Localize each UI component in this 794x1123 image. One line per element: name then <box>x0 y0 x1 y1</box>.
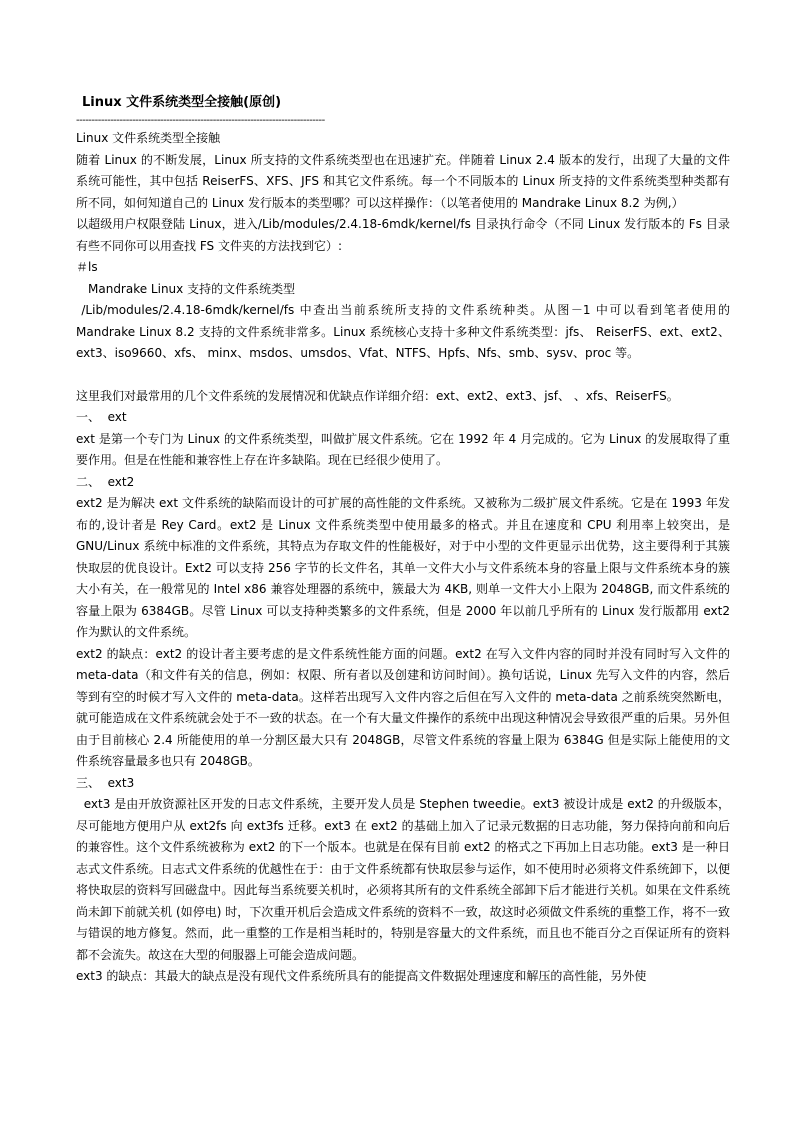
document-page <box>76 92 734 988</box>
section-heading: 三、 ext3 <box>76 775 135 790</box>
command-line: ＃ls <box>76 260 98 274</box>
separator-line: -------------------------------------------------------------------------------- <box>76 115 325 126</box>
paragraph: 这里我们对最常用的几个文件系统的发展情况和优缺点作详细介绍：ext、ext2、ext3、jsf、 、xfs、ReiserFS。 <box>76 388 679 403</box>
paragraph: ext3 是由开放资源社区开发的日志文件系统，主要开发人员是 Stephen tweedie。ext3 被设计成是 ext2 的升级版本，尽可能地方便用户从 ext2fs 向 ext3fs 迁移。ext3 在 ext2 的基础上加入了记录元数据的日志功能，努力保持向前和向后的兼容性。这个文件系统被称为 ext2 的下一个版本。也就是在保有目前 ext2 的格式之下再加上日志功能。ext3 是一种日志式文件系统。日志式文件系统的优越性在于：由于文件系统都有快取层参与运作，如不使用时必须将文件系统卸下，以便将快取层的资料写回磁盘中。因此每当系统要关机时，必须将其所有的文件系统全部卸下后才能进行关机。如果在文件系统尚未卸下前就关机 (如停电) 时，下次重开机后会造成文件系统的资料不一致，故这时必须做文件系统的重整工作，将不一致与错误的地方修复。然而，此一重整的工作是相当耗时的，特别是容量大的文件系统，而且也不能百分之百保证所有的资料都不会流失。故这在大型的伺服器上可能会造成问题。 <box>76 797 731 962</box>
paragraph: ext3 的缺点：其最大的缺点是没有现代文件系统所具有的能提高文件数据处理速度和解压的高性能，另外使 <box>76 969 647 983</box>
paragraph: 以超级用户权限登陆 Linux，进入/Lib/modules/2.4.18-6mdk/kernel/fs 目录执行命令（不同 Linux 发行版本的 Fs 目录有些不同你可以用查找 FS 文件夹的方法找到它）: <box>76 217 730 253</box>
paragraph: ext2 是为解决 ext 文件系统的缺陷而设计的可扩展的高性能的文件系统。又被称为二级扩展文件系统。它是在 1993 年发布的,设计者是 Rey Card。ext2 是 Linux 文件系统类型中使用最多的格式。并且在速度和 CPU 利用率上较突出，是 GNU/Linux 系统中标准的文件系统，其特点为存取文件的性能极好，对于中小型的文件更显示出优势，这主要得利于其簇快取层的优良设计。Ext2 可以支持 256 字节的长文件名，其单一文件大小与文件系统本身的容量上限与文件系统本身的簇大小有关，在一般常见的 Intel x86 兼容处理器的系统中，簇最大为 4KB, 则单一文件大小上限为 2048GB, 而文件系统的容量上限为 6384GB。尽管 Linux 可以支持种类繁多的文件系统，但是 2000 年以前几乎所有的 Linux 发行版都用 ext2 作为默认的文件系统。 <box>76 496 730 639</box>
paragraph: Linux 文件系统类型全接触 <box>76 131 221 145</box>
figure-caption: Mandrake Linux 支持的文件系统类型 <box>76 281 296 296</box>
section-heading: 一、 ext <box>76 410 127 424</box>
document-title: Linux 文件系统类型全接触(原创) <box>82 95 282 110</box>
paragraph: ext 是第一个专门为 Linux 的文件系统类型，叫做扩展文件系统。它在 1992 年 4 月完成的。它为 Linux 的发展取得了重要作用。但是在性能和兼容性上存在许多缺陷。现在已经很少使用了。 <box>76 431 730 467</box>
paragraph: 随着 Linux 的不断发展，Linux 所支持的文件系统类型也在迅速扩充。伴随着 Linux 2.4 版本的发行，出现了大量的文件系统可能性，其中包括 ReiserFS、XFS、JFS 和其它文件系统。每一个不同版本的 Linux 所支持的文件系统类型种类都有所不同，如何知道自己的 Linux 发行版本的类型哪？可以这样操作：（以笔者使用的 Mandrake Linux 8.2 为例,） <box>76 152 730 210</box>
paragraph: ext2 的缺点：ext2 的设计者主要考虑的是文件系统性能方面的问题。ext2 在写入文件内容的同时并没有同时写入文件的 meta-data（和文件有关的信息，例如：权限、所有者以及创建和访问时间）。换句话说，Linux 先写入文件的内容，然后等到有空的时候才写入文件的 meta-data。这样若出现写入文件内容之后但在写入文件的 meta-data 之前系统突然断电，就可能造成在文件系统就会处于不一致的状态。在一个有大量文件操作的系统中出现这种情况会导致很严重的后果。另外但由于目前核心 2.4 所能使用的单一分割区最大只有 2048GB，尽管文件系统的容量上限为 6384G 但是实际上能使用的文件系统容量最多也只有 2048GB。 <box>76 646 730 768</box>
paragraph: /Lib/modules/2.4.18-6mdk/kernel/fs 中查出当前系统所支持的文件系统种类。从图－1 中可以看到笔者使用的 Mandrake Linux 8.2 支持的文件系统非常多。Linux 系统核心支持十多种文件系统类型：jfs、 ReiserFS、ext、ext2、ext3、iso9660、xfs、 minx、msdos、umsdos、Vfat、NTFS、Hpfs、Nfs、smb、sysv、proc 等。 <box>76 303 734 360</box>
blank-line <box>76 365 730 386</box>
section-heading: 二、 ext2 <box>76 474 135 489</box>
